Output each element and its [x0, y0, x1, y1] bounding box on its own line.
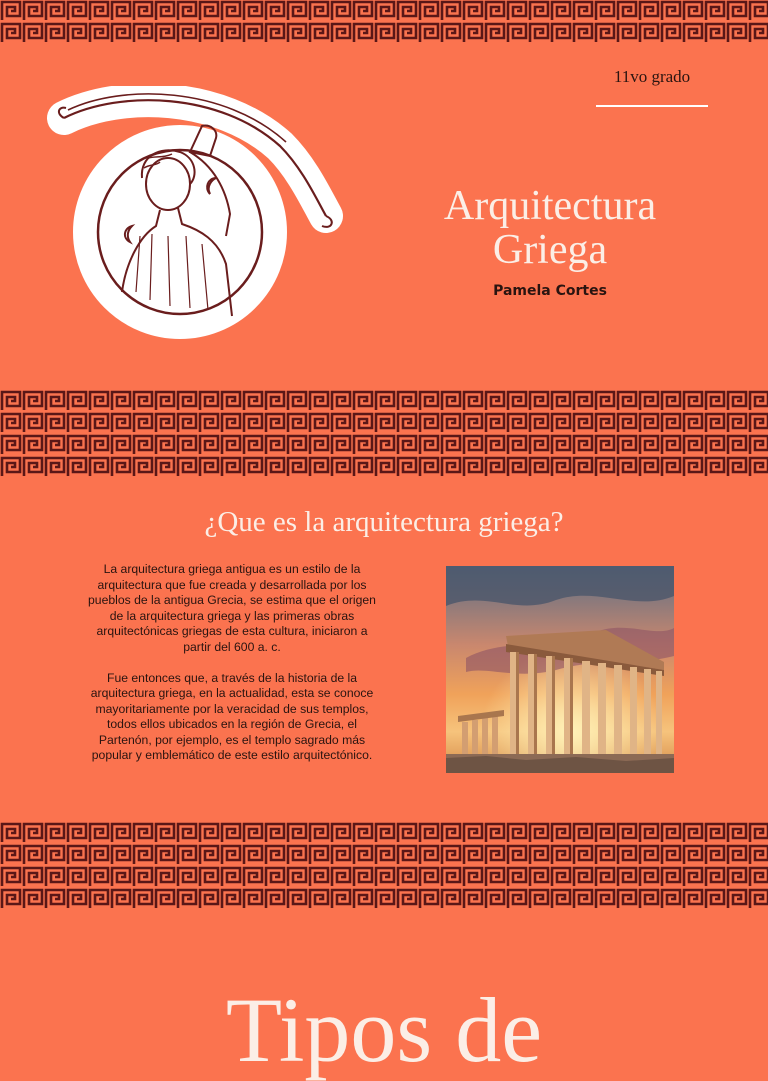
meander-border-lower-2: [0, 866, 768, 910]
meander-border-upper-1: [0, 390, 768, 434]
section-heading: ¿Que es la arquitectura griega?: [204, 506, 564, 538]
next-section-title: Tipos de: [225, 979, 543, 1081]
grade-underline: [596, 105, 708, 107]
meander-border-lower-1: [0, 822, 768, 866]
body-paragraph: La arquitectura griega antigua es un estilo de la arquitectura que fue creada y desarrollada por los pueblos de la antigua Grecia, se estima que el origen de la arquitectura griega y las primeras obras arquitectónicas griegas de esta cultura, iniciaron a partir del 600 a. c.: [88, 562, 376, 654]
page-title: Arquitectura Griega: [443, 183, 657, 273]
parthenon-photo: [446, 566, 674, 773]
grade-label: 11vo grado: [613, 67, 691, 86]
meander-border-upper-2: [0, 434, 768, 478]
meander-border-top: [0, 0, 768, 44]
body-paragraph: Fue entonces que, a través de la historia de la arquitectura griega, en la actualidad, esta se conoce mayoritariamente por la veracidad de sus templos, todos ellos ubicados en la región de Grecia, el Partenón, por ejemplo, es el templo sagrado más popular y emblemático de este estilo arquitectónico.: [90, 670, 374, 762]
section-body: [82, 562, 382, 779]
author-name: Pamela Cortes: [493, 283, 607, 299]
archer-emblem-icon: [40, 86, 360, 348]
